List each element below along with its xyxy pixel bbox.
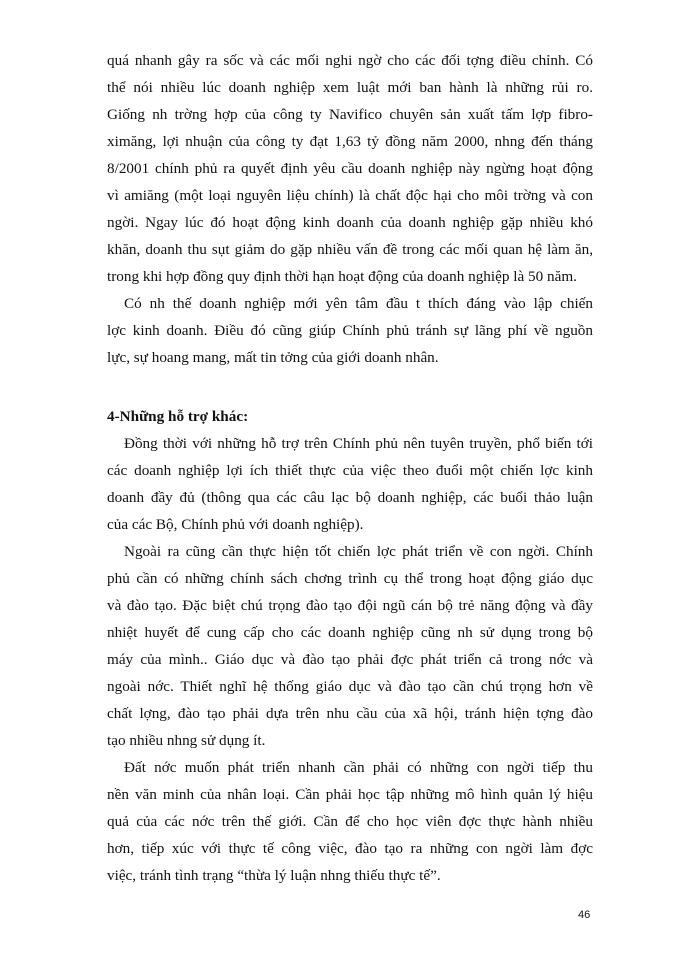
text-line: lợc kinh doanh. Điều đó cũng giúp Chính phủ tránh sự lãng phí về nguồn xyxy=(107,322,593,339)
text-line: tạo nhiều nhng sử dụng ít. xyxy=(107,732,266,749)
text-line: ximăng, lợi nhuận của công ty đạt 1,63 tỷ đồng năm 2000, nhng đến tháng xyxy=(107,133,593,150)
text-line: quá nhanh gây ra sốc và các mối nghi ngờ cho các đối tợng điều chỉnh. Có xyxy=(107,52,593,69)
text-line: phủ cần có những chính sách chơng trình cụ thể trong hoạt động giáo dục xyxy=(107,570,593,587)
text-line: và đào tạo. Đặc biệt chú trọng đào tạo đội ngũ cán bộ trẻ năng động và đầy xyxy=(107,597,593,614)
text-line: Ngoài ra cũng cần thực hiện tốt chiến lợc phát triển về con ngời. Chính xyxy=(124,543,593,560)
text-line: vì amiăng (một loại nguyên liệu chính) là chất độc hại cho môi trờng và con xyxy=(107,187,593,204)
text-line: nền văn minh của nhân loại. Cần phải học tập những mô hình quản lý hiệu xyxy=(107,786,593,803)
text-line: Đất nớc muốn phát triển nhanh cần phải có những con ngời tiếp thu xyxy=(124,759,593,776)
page-number: 46 xyxy=(578,909,591,921)
text-line: khăn, doanh thu sụt giảm do gặp nhiều vấn đề trong các mối quan hệ làm ăn, xyxy=(107,241,593,258)
text-line: quả của các nớc trên thế giới. Cần để cho học viên đợc thực hành nhiều xyxy=(107,813,593,830)
text-line: ngoài nớc. Thiết nghĩ hệ thống giáo dục và đào tạo cần chú trọng hơn về xyxy=(107,678,593,695)
text-line: ngời. Ngay lúc đó hoạt động kinh doanh của doanh nghiệp gặp nhiều khó xyxy=(107,214,593,231)
text-line: Giống nh trờng hợp của công ty Navifico chuyên sản xuất tấm lợp fibro- xyxy=(107,106,593,123)
text-line: chất lợng, đào tạo phải dựa trên nhu cầu của xã hội, tránh hiện tợng đào xyxy=(107,705,593,722)
text-line: Đồng thời với những hỗ trợ trên Chính phủ nên tuyên truyền, phổ biến tới xyxy=(124,435,593,452)
text-line: lực, sự hoang mang, mất tin tởng của giới doanh nhân. xyxy=(107,349,439,366)
text-line: của các Bộ, Chính phủ với doanh nghiệp). xyxy=(107,516,364,533)
text-line: Có nh thế doanh nghiệp mới yên tâm đầu t thích đáng vào lập chiến xyxy=(124,295,593,312)
text-line: thể nói nhiều lúc doanh nghiệp xem luật mới ban hành là những rủi ro. xyxy=(107,79,593,96)
text-line: máy của mình.. Giáo dục và đào tạo phải đợc phát triển cả trong nớc và xyxy=(107,651,593,668)
text-line: việc, tránh tình trạng “thừa lý luận nhng thiếu thực tế”. xyxy=(107,867,441,884)
text-line: hơn, tiếp xúc với thực tế công việc, đào tạo ra những con ngời làm đợc xyxy=(107,840,593,857)
text-line: nhiệt huyết để cung cấp cho các doanh nghiệp cũng nh sử dụng trong bộ xyxy=(107,624,593,641)
section-heading: 4-Những hỗ trợ khác: xyxy=(107,408,249,425)
text-line: 8/2001 chính phủ ra quyết định yêu cầu doanh nghiệp này ngừng hoạt động xyxy=(107,160,593,177)
text-line: trong khi hợp đồng quy định thời hạn hoạt động của doanh nghiệp là 50 năm. xyxy=(107,268,577,285)
text-line: doanh đầy đủ (thông qua các câu lạc bộ doanh nghiệp, các buổi thảo luận xyxy=(107,489,593,506)
text-line: các doanh nghiệp lợi ích thiết thực của việc theo đuổi một chiến lợc kinh xyxy=(107,462,593,479)
